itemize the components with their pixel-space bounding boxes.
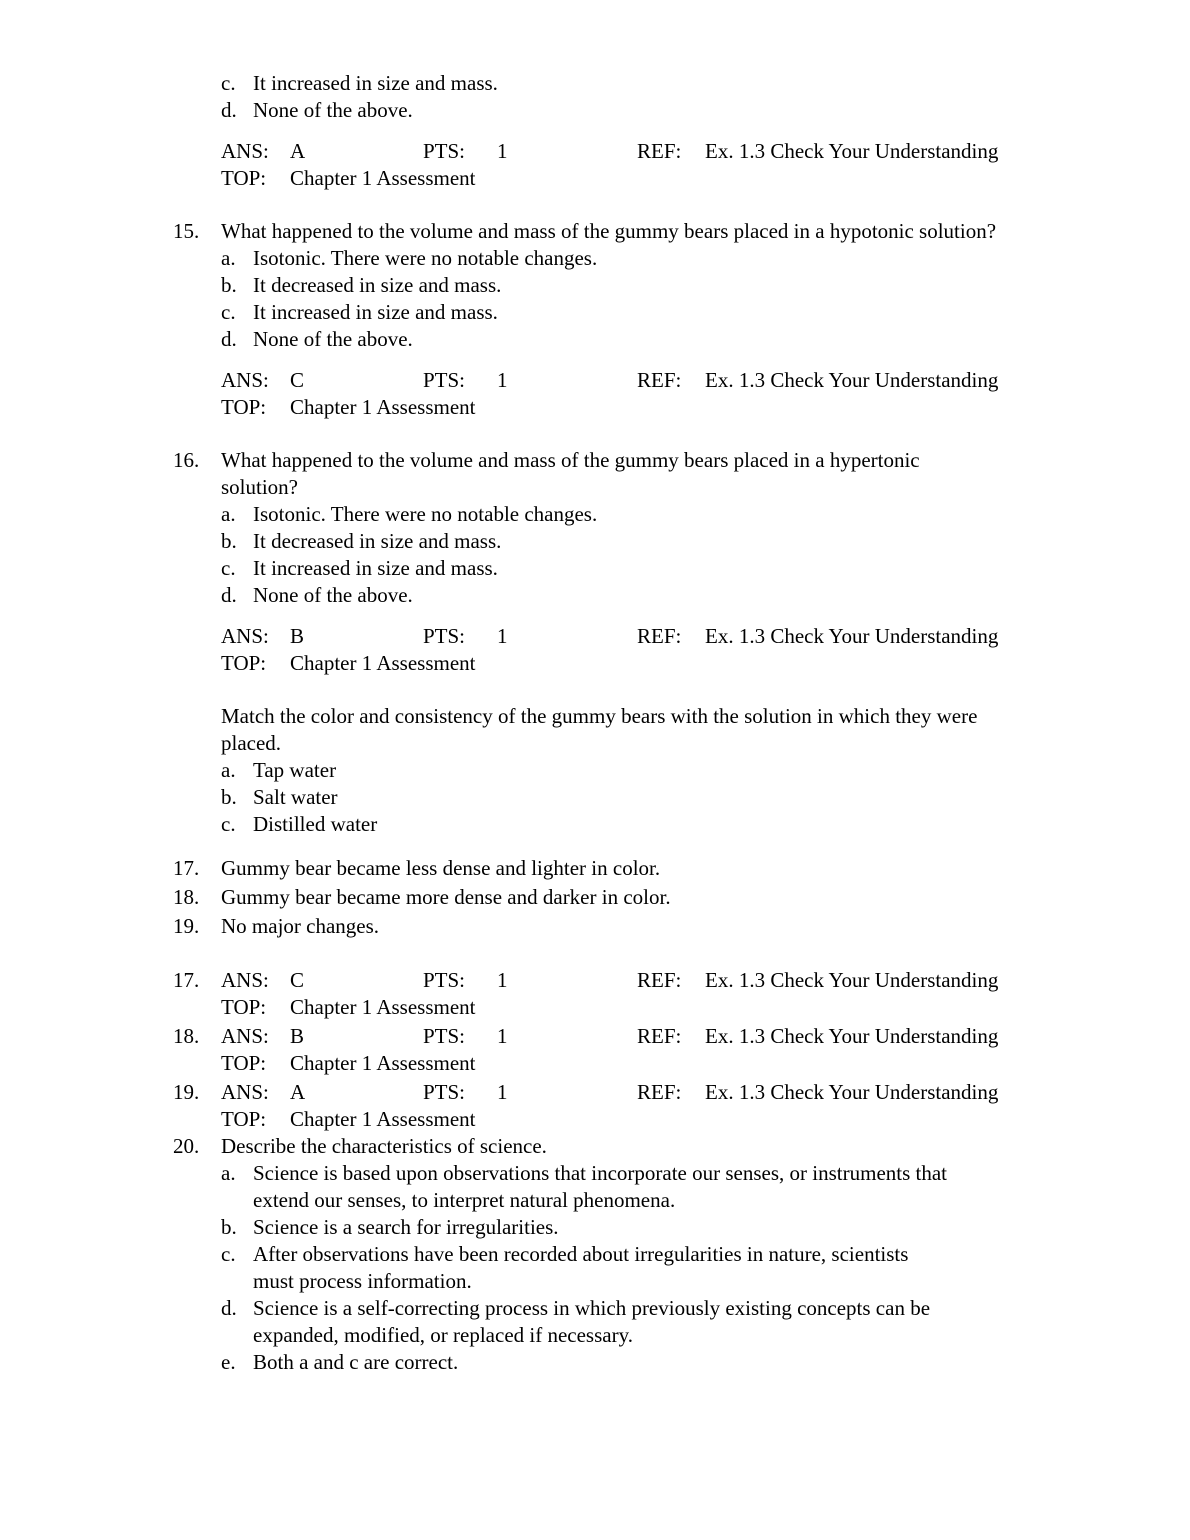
choice-row: [221, 501, 1130, 528]
choice-letter: c.: [221, 556, 236, 580]
top-row: [221, 394, 1130, 421]
choice-text: It increased in size and mass.: [253, 300, 498, 324]
top-row: [221, 994, 1130, 1021]
matching-item: [173, 855, 1130, 882]
answer-row: [221, 967, 1130, 994]
ref-value: Ex. 1.3 Check Your Understanding: [705, 624, 999, 648]
choice-row: [221, 555, 1130, 582]
ans-label: ANS:: [221, 624, 269, 648]
matching-option: [221, 784, 1130, 811]
choice-text: None of the above.: [253, 98, 413, 122]
question-text-line: What happened to the volume and mass of the gummy bears placed in a hypertonic: [221, 448, 920, 472]
item-text: Gummy bear became more dense and darker in color.: [221, 885, 671, 909]
ans-label: ANS:: [221, 368, 269, 392]
question-text: Describe the characteristics of science.: [221, 1134, 547, 1158]
choice-text: Isotonic. There were no notable changes.: [253, 502, 598, 526]
question-number: 19.: [173, 1080, 200, 1104]
ref-label: REF:: [637, 368, 682, 392]
question-number: 15.: [173, 219, 200, 243]
pts-label: PTS:: [423, 968, 466, 992]
ans-value: B: [290, 1024, 305, 1048]
question-line: [173, 447, 1130, 501]
matching-intro-line: Match the color and consistency of the gummy bears with the solution in which they were: [221, 704, 978, 728]
ref-label: REF:: [637, 624, 682, 648]
ref-label: REF:: [637, 1080, 682, 1104]
choice-letter: b.: [221, 273, 237, 297]
choice-letter: e.: [221, 1350, 236, 1374]
choice-row: [221, 1295, 1130, 1349]
choice-text: [253, 1241, 1130, 1295]
choice-text: Salt water: [253, 785, 338, 809]
choice-letter: c.: [221, 812, 236, 836]
ans-value: B: [290, 624, 305, 648]
choice-letter: a.: [221, 246, 236, 270]
choice-text: None of the above.: [253, 327, 413, 351]
ans-value: A: [290, 1080, 306, 1104]
ref-value: Ex. 1.3 Check Your Understanding: [705, 1080, 999, 1104]
question-15: [173, 218, 1130, 421]
question-number: 17.: [173, 968, 200, 992]
top-value: Chapter 1 Assessment: [290, 395, 476, 419]
choice-letter: a.: [221, 502, 236, 526]
choice-text: [253, 1349, 1130, 1376]
choice-row: [221, 1214, 1130, 1241]
choice-text-line: After observations have been recorded about irregularities in nature, scientists: [253, 1242, 909, 1266]
choice-text-line: Both a and c are correct.: [253, 1350, 459, 1374]
ref-value: Ex. 1.3 Check Your Understanding: [705, 139, 999, 163]
choice-text: It decreased in size and mass.: [253, 529, 502, 553]
ans-label: ANS:: [221, 1080, 269, 1104]
ref-label: REF:: [637, 139, 682, 163]
choice-letter: d.: [221, 1296, 237, 1320]
item-text: Gummy bear became less dense and lighter in color.: [221, 856, 661, 880]
answer-row: [221, 138, 1130, 165]
choice-row: [221, 272, 1130, 299]
question-line: [173, 218, 1130, 245]
top-value: Chapter 1 Assessment: [290, 651, 476, 675]
choice-text-line: Science is based upon observations that incorporate our senses, or instruments that: [253, 1161, 948, 1185]
choice-text: [253, 1295, 1130, 1349]
choice-letter: c.: [221, 1242, 236, 1266]
answer-row: [221, 623, 1130, 650]
ans-value: C: [290, 968, 305, 992]
choice-text-line: Science is a self-correcting process in which previously existing concepts can be: [253, 1296, 931, 1320]
choice-text-line: must process information.: [253, 1269, 472, 1293]
question-14-tail: [173, 70, 1130, 192]
ref-value: Ex. 1.3 Check Your Understanding: [705, 968, 999, 992]
choice-letter: a.: [221, 1161, 236, 1185]
top-label: TOP:: [221, 1051, 267, 1075]
choice-row: [221, 528, 1130, 555]
answer-group: [173, 967, 1130, 1021]
top-value: Chapter 1 Assessment: [290, 1051, 476, 1075]
matching-intro-line: placed.: [221, 731, 282, 755]
pts-label: PTS:: [423, 1024, 466, 1048]
pts-value: 1: [497, 368, 508, 392]
top-label: TOP:: [221, 395, 267, 419]
pts-value: 1: [497, 1080, 508, 1104]
matching-items: [173, 855, 1130, 940]
choice-text: It decreased in size and mass.: [253, 273, 502, 297]
question-text-line: solution?: [221, 475, 298, 499]
answer-block: [221, 138, 1130, 192]
question-number: 16.: [173, 448, 200, 472]
choice-row: [221, 582, 1130, 609]
ans-label: ANS:: [221, 1024, 269, 1048]
ans-value: A: [290, 139, 306, 163]
choice-row: [221, 1349, 1130, 1376]
choice-row: [221, 326, 1130, 353]
top-value: Chapter 1 Assessment: [290, 166, 476, 190]
question-line: [173, 1133, 1130, 1160]
question-number: 20.: [173, 1134, 200, 1158]
top-row: [221, 1106, 1130, 1133]
answer-row: [221, 1023, 1130, 1050]
top-value: Chapter 1 Assessment: [290, 1107, 476, 1131]
choice-letter: c.: [221, 300, 236, 324]
choice-text: Distilled water: [253, 812, 378, 836]
choice-text: Tap water: [253, 758, 337, 782]
choice-letter: d.: [221, 327, 237, 351]
choice-row: [221, 1160, 1130, 1214]
answer-row: [221, 1079, 1130, 1106]
choice-letter: d.: [221, 98, 237, 122]
choice-letter: b.: [221, 529, 237, 553]
question-number: 18.: [173, 885, 200, 909]
choice-row: [221, 245, 1130, 272]
choice-text: It increased in size and mass.: [253, 71, 498, 95]
top-row: [221, 165, 1130, 192]
answer-group: [173, 1023, 1130, 1077]
choice-text-line: Science is a search for irregularities.: [253, 1215, 559, 1239]
ans-label: ANS:: [221, 139, 269, 163]
pts-value: 1: [497, 624, 508, 648]
ref-value: Ex. 1.3 Check Your Understanding: [705, 368, 999, 392]
pts-value: 1: [497, 139, 508, 163]
choice-letter: d.: [221, 583, 237, 607]
matching-item: [173, 913, 1130, 940]
pts-label: PTS:: [423, 139, 466, 163]
top-label: TOP:: [221, 166, 267, 190]
question-number: 17.: [173, 856, 200, 880]
top-label: TOP:: [221, 1107, 267, 1131]
ref-label: REF:: [637, 968, 682, 992]
question-text: What happened to the volume and mass of the gummy bears placed in a hypotonic solution?: [221, 219, 997, 243]
choice-letter: a.: [221, 758, 236, 782]
ans-value: C: [290, 368, 305, 392]
matching-answers: [173, 967, 1130, 1133]
choice-text: Isotonic. There were no notable changes.: [253, 246, 598, 270]
top-label: TOP:: [221, 651, 267, 675]
matching-option: [221, 811, 1130, 838]
question-number: 19.: [173, 914, 200, 938]
top-row: [221, 650, 1130, 677]
answer-block: [221, 623, 1130, 677]
ref-label: REF:: [637, 1024, 682, 1048]
choice-text-line: extend our senses, to interpret natural phenomena.: [253, 1188, 676, 1212]
choice-text: [253, 1214, 1130, 1241]
ans-label: ANS:: [221, 968, 269, 992]
choice-text: It increased in size and mass.: [253, 556, 498, 580]
question-20: [173, 1133, 1130, 1376]
choice-row: [221, 1241, 1130, 1295]
choice-letter: b.: [221, 1215, 237, 1239]
choice-row: [221, 97, 1130, 124]
matching-item: [173, 884, 1130, 911]
answer-block: [221, 367, 1130, 421]
choice-text: None of the above.: [253, 583, 413, 607]
choice-row: [221, 70, 1130, 97]
choice-text: [253, 1160, 1130, 1214]
question-text: [221, 447, 1130, 501]
question-number: 18.: [173, 1024, 200, 1048]
matching-instructions: [173, 703, 1130, 838]
item-text: No major changes.: [221, 914, 380, 938]
pts-label: PTS:: [423, 368, 466, 392]
question-16: [173, 447, 1130, 677]
pts-label: PTS:: [423, 1080, 466, 1104]
top-label: TOP:: [221, 995, 267, 1019]
ref-value: Ex. 1.3 Check Your Understanding: [705, 1024, 999, 1048]
choice-text-line: expanded, modified, or replaced if necessary.: [253, 1323, 633, 1347]
top-row: [221, 1050, 1130, 1077]
pts-label: PTS:: [423, 624, 466, 648]
choice-row: [221, 299, 1130, 326]
choice-letter: b.: [221, 785, 237, 809]
choice-letter: c.: [221, 71, 236, 95]
pts-value: 1: [497, 968, 508, 992]
answer-row: [221, 367, 1130, 394]
answer-group: [173, 1079, 1130, 1133]
top-value: Chapter 1 Assessment: [290, 995, 476, 1019]
matching-option: [221, 757, 1130, 784]
pts-value: 1: [497, 1024, 508, 1048]
